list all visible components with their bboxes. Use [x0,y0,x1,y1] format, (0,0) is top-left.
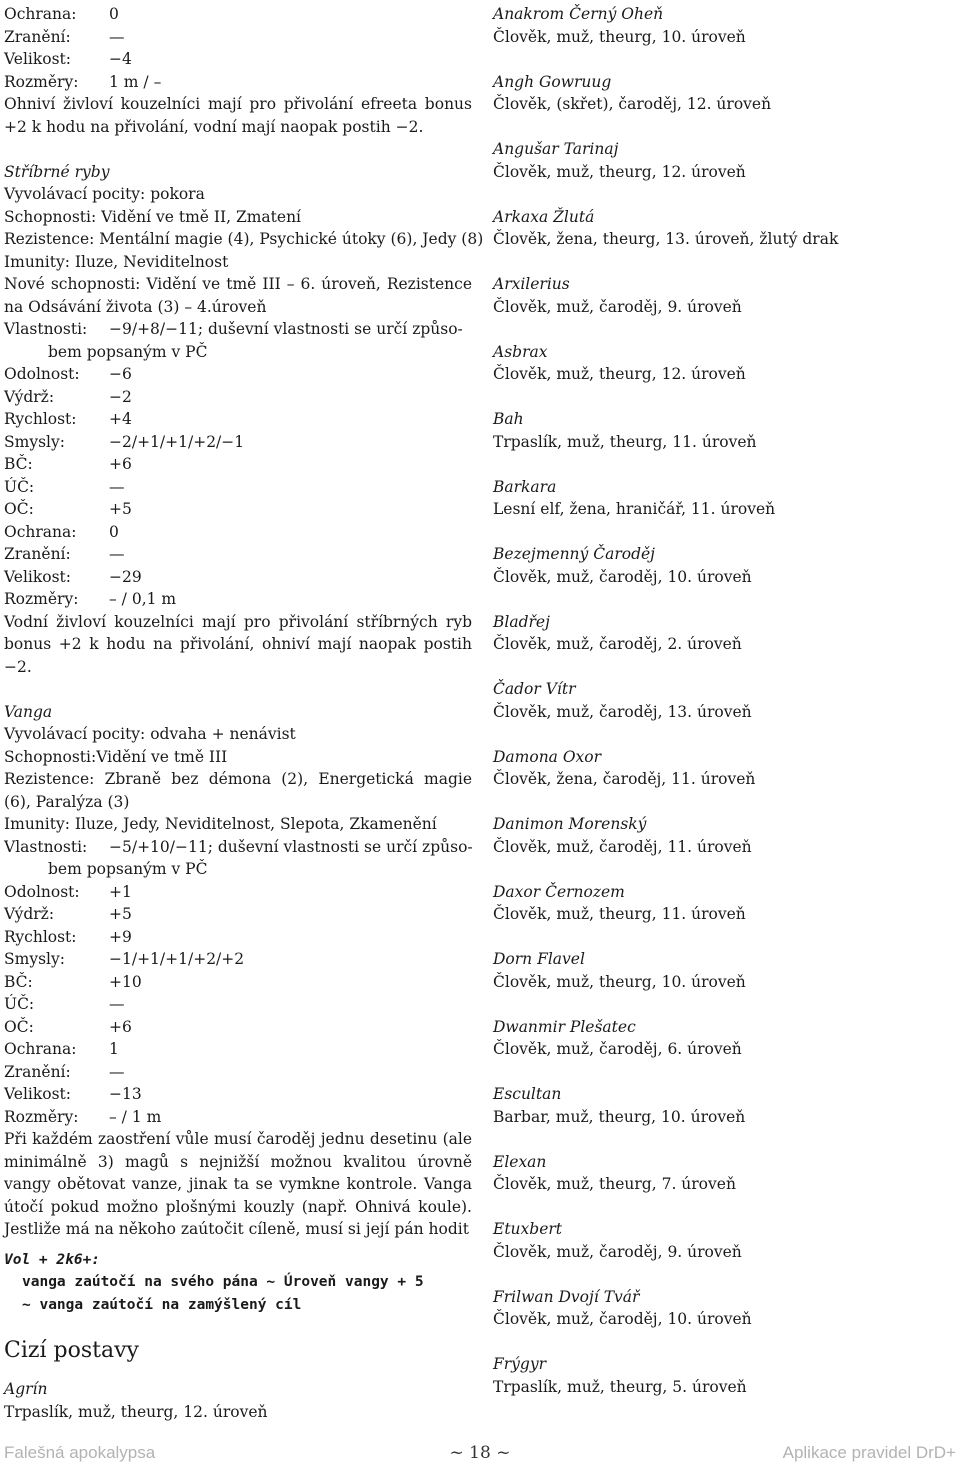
stat-label: Zranění: [4,27,71,46]
character-name: Bladřej [493,612,550,631]
vanga-note: Při každém zaostření vůle musí čaroděj jednu desetinu (ale minimálně 3) magů s nejnižší možnou kvalitou úrovně vangy obětovat vanze, jinak ta se vymkne kontrole. Vanga útočí pokud možno plošnými kouzly (např. Ohnivá koule). Jestliže má na někoho zaútočit cíleně, musí si její pán hodit [4,1130,472,1238]
stat-value: — [109,1062,125,1081]
stat-value: −13 [109,1085,142,1103]
vanga-vlastnosti [4,836,472,859]
stat-label: Smysly: [4,432,65,451]
list-item [493,1353,948,1398]
stat-row [4,498,472,521]
stat-value: −2 [109,387,132,406]
stat-label: Velikost: [4,567,71,586]
character-name: Asbrax [493,342,548,361]
stat-row [4,1016,472,1039]
character-name: Dorn Flavel [493,950,585,968]
stat-label: Odolnost: [4,882,80,901]
ryby-vlastnosti [4,318,472,341]
character-desc: Trpaslík, muž, theurg, 11. úroveň [493,432,757,451]
ryby-lines [4,183,484,273]
stat-label: Výdrž: [4,387,55,406]
list-item [493,746,948,791]
character-desc: Člověk, muž, čaroděj, 10. úroveň [493,1310,752,1328]
stat-label: Rozměry: [4,590,79,608]
character-name: Frilwan Dvojí Tvář [493,1287,640,1306]
stat-row [4,993,472,1016]
stat-row [4,431,472,454]
stat-label: ÚČ: [4,477,35,496]
vanga-vlastnosti-cont: bem popsaným v PČ [48,860,208,878]
character-desc: Člověk, muž, čaroděj, 11. úroveň [493,837,752,856]
vanga-resistance: Rezistence: Zbraně bez démona (2), Energetická magie (6), Paralýza (3) [4,770,472,811]
character-desc: Člověk, muž, čaroděj, 6. úroveň [493,1040,742,1058]
text-line: Rezistence: Mentální magie (4), Psychické útoky (6), Jedy (8) [4,230,484,248]
stat-row [4,3,472,26]
list-item [493,1151,948,1196]
character-name: Damona Oxor [493,747,602,766]
character-name: Etuxbert [493,1220,563,1238]
list-item [493,543,948,588]
character-desc: Člověk, (skřet), čaroděj, 12. úroveň [493,95,772,113]
vanga-lines [4,723,472,768]
character-desc: Člověk, žena, čaroděj, 11. úroveň [493,770,756,788]
stat-row [4,948,472,971]
list-item [493,611,948,656]
list-item [493,206,948,251]
stat-row [4,1061,472,1084]
character-name: Elexan [493,1152,547,1171]
character-desc: Trpaslík, muž, theurg, 12. úroveň [4,1402,268,1421]
stat-row [4,476,472,499]
character-name: Angušar Tarinaj [493,140,619,158]
character-name: Agrín [4,1380,48,1398]
stat-label: ÚČ: [4,995,35,1013]
text-line: Vyvolávací pocity: odvaha + nenávist [4,725,296,743]
vanga-roll-table [4,1271,472,1316]
stat-row [4,363,472,386]
stat-value: +5 [109,500,132,518]
ryby-vlastnosti-cont: bem popsaným v PČ [48,342,208,361]
stat-value: +1 [109,882,132,901]
list-item [493,341,948,386]
character-desc: Člověk, muž, čaroděj, 9. úroveň [493,297,742,316]
footer-book-title: Falešná apokalypsa [4,1443,156,1462]
ryby-stat-block [4,363,472,611]
stat-label: BČ: [4,972,33,991]
stat-value: −2/+1/+1/+2/−1 [109,432,245,451]
character-desc: Trpaslík, muž, theurg, 5. úroveň [493,1377,747,1396]
character-desc: Člověk, muž, theurg, 7. úroveň [493,1175,736,1193]
list-item [493,1083,948,1128]
character-desc: Člověk, muž, theurg, 10. úroveň [493,27,746,46]
stat-value: −4 [109,50,132,68]
page-number: ~ 18 ~ [449,1443,511,1463]
stat-row [4,386,472,409]
stat-value: — [109,995,125,1013]
list-item [493,1218,948,1263]
text-line: Vyvolávací pocity: pokora [4,185,205,203]
character-desc: Člověk, muž, theurg, 11. úroveň [493,905,746,923]
stat-value: — [109,545,125,563]
stat-value: +9 [109,927,132,946]
stat-label: Rychlost: [4,410,77,428]
list-item [493,1016,948,1061]
stat-row [4,26,472,49]
stat-row [4,903,472,926]
character-desc: Lesní elf, žena, hraničář, 11. úroveň [493,500,776,518]
ryby-title: Stříbrné ryby [4,162,110,181]
stat-label: Zranění: [4,1062,71,1081]
roll-line: vanga zaútočí na svého pána ~ Úroveň vangy + 5 [22,1274,424,1290]
character-name: Frýgyr [493,1355,547,1373]
list-item [493,881,948,926]
stat-label: Ochrana: [4,522,77,541]
stat-value: +5 [109,905,132,923]
character-desc: Člověk, muž, theurg, 12. úroveň [493,365,746,383]
stat-label: Ochrana: [4,1040,77,1058]
list-item [493,138,948,183]
right-column [493,3,948,1421]
vanga-vlastnosti-label: Vlastnosti: [4,837,88,856]
character-name: Arkaxa Žlutá [493,207,595,226]
list-item [493,71,948,116]
stat-value: −29 [109,567,142,586]
ryby-vlastnosti-value: −9/+8/−11; duševní vlastnosti se určí způso- [109,320,463,338]
efreet-note: Ohniví živloví kouzelníci mají pro přivolání efreeta bonus +2 k hodu na přivolání, vodní mají naopak postih −2. [4,95,472,136]
stat-value: +6 [109,1017,132,1036]
stat-value: +10 [109,972,142,991]
stat-row [4,1106,472,1129]
stat-label: BČ: [4,455,33,473]
stat-value: — [109,27,125,46]
stat-label: Smysly: [4,950,65,968]
stat-value: −1/+1/+1/+2/+2 [109,950,245,968]
stat-value: — [109,477,125,496]
stat-label: Zranění: [4,545,71,563]
text-line: Imunity: Iluze, Neviditelnost [4,252,229,271]
stat-value: −6 [109,365,132,383]
character-desc: Člověk, muž, čaroděj, 10. úroveň [493,567,752,586]
list-item [493,408,948,453]
list-item [493,3,948,48]
stat-label: Velikost: [4,1085,71,1103]
list-item [493,1286,948,1331]
character-name: Čador Vítr [493,680,576,698]
stat-value: 1 [109,1040,119,1058]
character-desc: Člověk, muž, čaroděj, 2. úroveň [493,635,742,653]
character-desc: Barbar, muž, theurg, 10. úroveň [493,1107,746,1126]
vanga-roll-heading: Vol + 2k6+: [4,1251,101,1268]
character-name: Bezejmenný Čaroděj [493,545,655,563]
stat-value: +4 [109,410,132,428]
stat-row [4,408,472,431]
character-desc: Člověk, žena, theurg, 13. úroveň, žlutý drak [493,230,839,248]
list-item [493,948,948,993]
stat-value: – / 0,1 m [109,590,177,608]
character-name: Angh Gowruug [493,72,612,91]
character-name: Bah [493,410,524,428]
character-desc: Člověk, muž, čaroděj, 9. úroveň [493,1242,742,1261]
stat-value: +6 [109,455,132,473]
character-desc: Člověk, muž, theurg, 12. úroveň [493,162,746,181]
character-name: Arxilerius [493,275,570,293]
ryby-note: Vodní živloví kouzelníci mají pro přivolání stříbrných ryb bonus +2 k hodu na přivolání, ohniví mají naopak postih −2. [4,612,472,676]
stat-row [4,453,472,476]
list-item [493,273,948,318]
stat-row [4,521,472,544]
character-name: Dwanmir Plešatec [493,1017,636,1036]
vanga-stat-block [4,881,472,1129]
ryby-vlastnosti-label: Vlastnosti: [4,320,88,338]
vanga-immunities: Imunity: Iluze, Jedy, Neviditelnost, Slepota, Zkamenění [4,815,437,833]
stat-row [4,71,472,94]
stat-value: – / 1 m [109,1107,162,1126]
vanga-vlastnosti-value: −5/+10/−11; duševní vlastnosti se určí způso- [109,837,473,856]
left-column [4,3,484,1423]
stat-label: OČ: [4,1017,34,1036]
stat-value: 1 m / – [109,72,162,91]
list-item [493,678,948,723]
stat-label: Odolnost: [4,365,80,383]
character-name: Escultan [493,1085,562,1103]
stat-row [4,1038,472,1061]
stat-label: Rozměry: [4,72,79,91]
stat-row [4,926,472,949]
character-desc: Člověk, muž, čaroděj, 13. úroveň [493,702,752,721]
character-desc: Člověk, muž, theurg, 10. úroveň [493,972,746,991]
ryby-new-abilities: Nové schopnosti: Vidění ve tmě III – 6. úroveň, Rezistence na Odsávání života (3) – 4.úroveň [4,275,472,316]
stat-row [4,1083,472,1106]
character-name: Anakrom Černý Oheň [493,5,664,23]
footer-series-title: Aplikace pravidel DrD+ [782,1443,956,1462]
stat-label: Ochrana: [4,5,77,23]
stat-row [4,48,472,71]
stat-row [4,971,472,994]
list-item [493,813,948,858]
character-name: Daxor Černozem [493,882,625,901]
text-line: Schopnosti: Vidění ve tmě II, Zmatení [4,207,302,226]
stat-label: Rychlost: [4,927,77,946]
text-line: Schopnosti:Vidění ve tmě III [4,747,228,766]
stat-label: OČ: [4,500,34,518]
stat-row [4,543,472,566]
page-footer [0,1441,960,1467]
stat-row [4,566,472,589]
stat-value: 0 [109,5,119,23]
stat-row [4,588,472,611]
stat-value: 0 [109,522,119,541]
character-name: Barkara [493,477,557,496]
stat-label: Rozměry: [4,1107,79,1126]
stat-label: Výdrž: [4,905,55,923]
stat-label: Velikost: [4,50,71,68]
roll-line: ~ vanga zaútočí na zamýšlený cíl [22,1296,302,1313]
vanga-title: Vanga [4,702,53,721]
character-list [493,3,948,1398]
list-item [493,476,948,521]
section-title: Cizí postavy [4,1338,139,1363]
efreet-stat-block [4,3,472,93]
stat-row [4,881,472,904]
character-name: Danimon Morenský [493,815,647,833]
